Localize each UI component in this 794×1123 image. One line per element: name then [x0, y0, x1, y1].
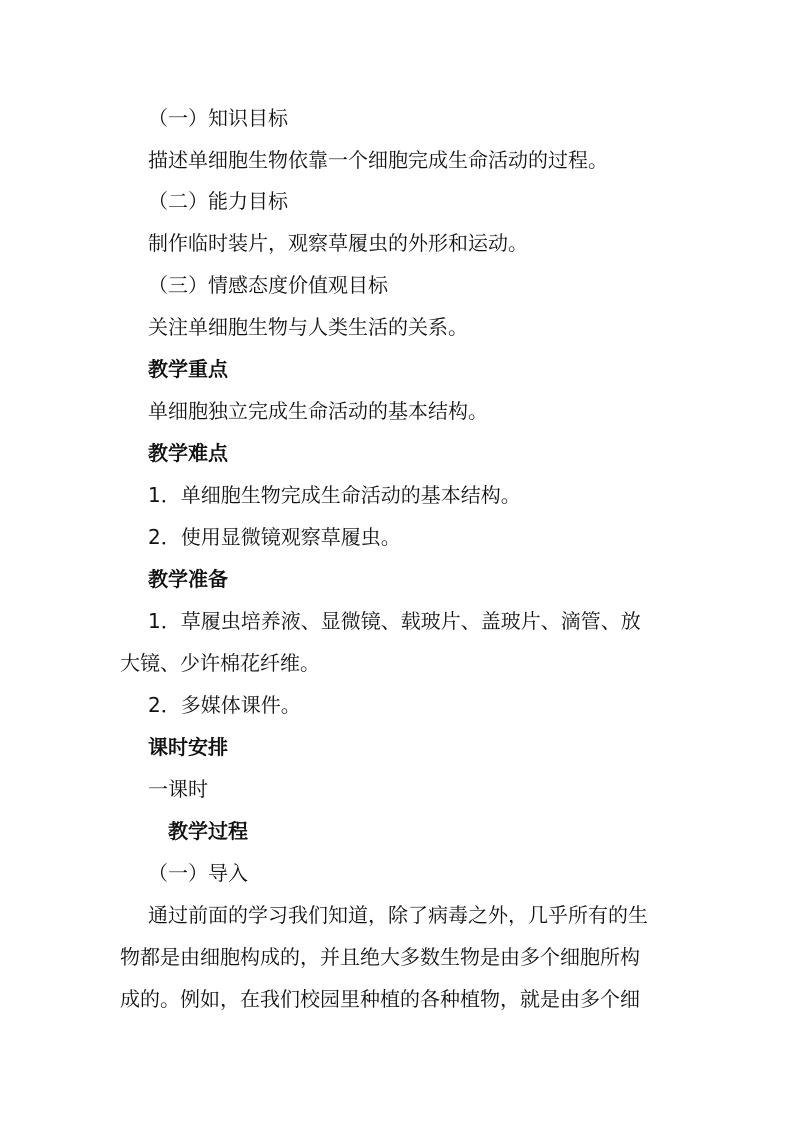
difficulty-item-1: 1．单细胞生物完成生命活动的基本结构。 [148, 483, 521, 507]
heading-teaching-difficulty: 教学难点 [148, 441, 228, 465]
heading-teaching-focus: 教学重点 [148, 357, 228, 381]
paragraph-ability-goal: 制作临时装片，观察草履虫的外形和运动。 [148, 231, 528, 255]
introduction-line-2: 物都是由细胞构成的，并且绝大多数生物是由多个细胞所构 [120, 945, 640, 969]
introduction-line-3: 成的。例如，在我们校园里种植的各种植物，就是由多个细 [120, 987, 640, 1011]
preparation-item-2: 2．多媒体课件。 [148, 693, 301, 717]
section-heading-ability-goal: （二）能力目标 [148, 189, 288, 213]
section-heading-attitude-goal: （三）情感态度价值观目标 [148, 273, 388, 297]
preparation-item-1-line-1: 1．草履虫培养液、显微镜、载玻片、盖玻片、滴管、放 [148, 609, 641, 633]
paragraph-class-schedule: 一课时 [148, 777, 208, 801]
section-heading-introduction: （一）导入 [148, 861, 248, 885]
heading-class-schedule: 课时安排 [148, 735, 228, 759]
heading-teaching-process: 教学过程 [168, 819, 248, 843]
difficulty-item-2: 2．使用显微镜观察草履虫。 [148, 525, 401, 549]
paragraph-knowledge-goal: 描述单细胞生物依靠一个细胞完成生命活动的过程。 [148, 148, 608, 172]
paragraph-teaching-focus: 单细胞独立完成生命活动的基本结构。 [148, 399, 488, 423]
paragraph-attitude-goal: 关注单细胞生物与人类生活的关系。 [148, 315, 468, 339]
heading-teaching-preparation: 教学准备 [148, 567, 228, 591]
introduction-line-1: 通过前面的学习我们知道，除了病毒之外，几乎所有的生 [148, 903, 648, 927]
section-heading-knowledge-goal: （一）知识目标 [148, 106, 288, 130]
preparation-item-1-line-2: 大镜、少许棉花纤维。 [120, 651, 320, 675]
